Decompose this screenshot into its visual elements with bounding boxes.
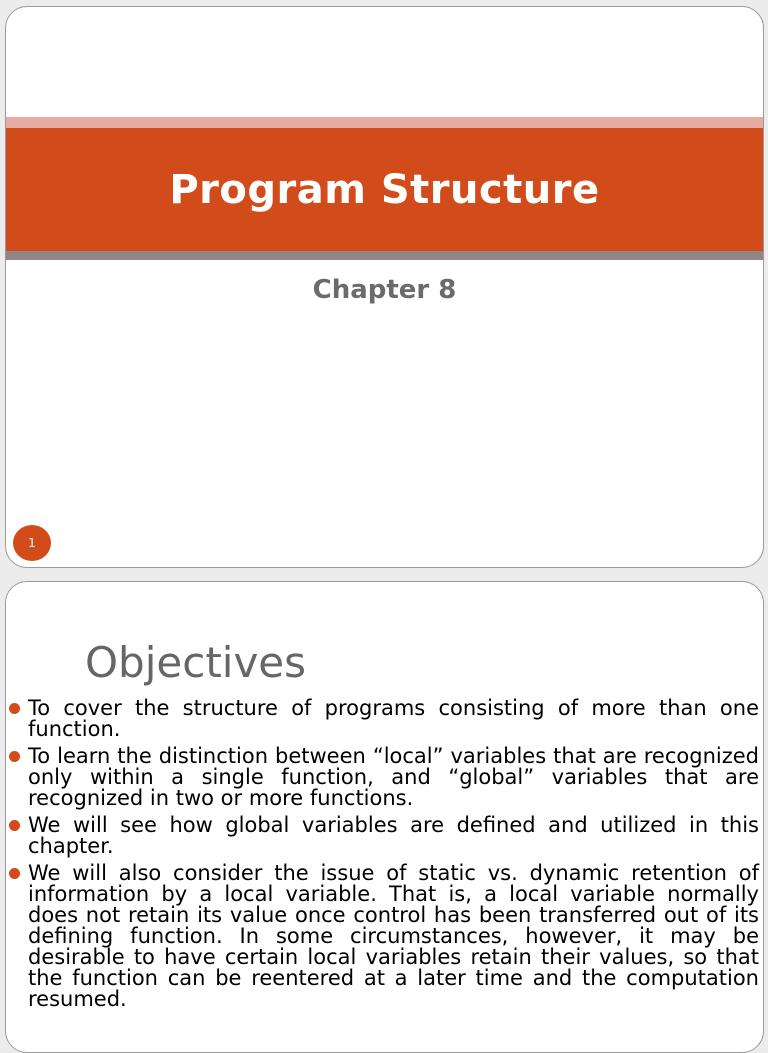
list-item (6, 863, 763, 1010)
bullet-icon (9, 868, 20, 879)
list-item (6, 746, 763, 809)
slide-number-badge: 1 (13, 525, 51, 561)
bullet-icon (9, 820, 20, 831)
objectives-heading: Objectives (85, 638, 307, 687)
objectives-list (6, 698, 763, 1016)
title-band (6, 128, 763, 251)
title-slide (5, 6, 764, 568)
objectives-slide (5, 581, 764, 1053)
bullet-icon (9, 751, 20, 762)
slide-subtitle: Chapter 8 (312, 275, 457, 305)
list-item (6, 698, 763, 740)
list-item (6, 815, 763, 857)
bullet-icon (9, 703, 20, 714)
slide-title: Program Structure (169, 166, 600, 213)
title-band-top-stripe (6, 117, 763, 128)
list-item-text: To cover the structure of programs consisting of more than one function. (28, 696, 759, 741)
list-item-text: To learn the distinction between “local” variables that are recognized only within a single function, and “global” variables that are recognized in two or more functions. (28, 744, 759, 810)
list-item-text: We will see how global variables are defined and utilized in this chapter. (28, 813, 759, 858)
list-item-text: We will also consider the issue of static vs. dynamic retention of information by a local variable. That is, a local variable normally does not retain its value once control has been transferred out of its defining function. In some circumstances, however, it may be desirable to have certain local variables retain their values, so that the function can be reentered at a later time and the computation resumed. (28, 861, 759, 1011)
title-band-bottom-stripe (6, 251, 763, 260)
